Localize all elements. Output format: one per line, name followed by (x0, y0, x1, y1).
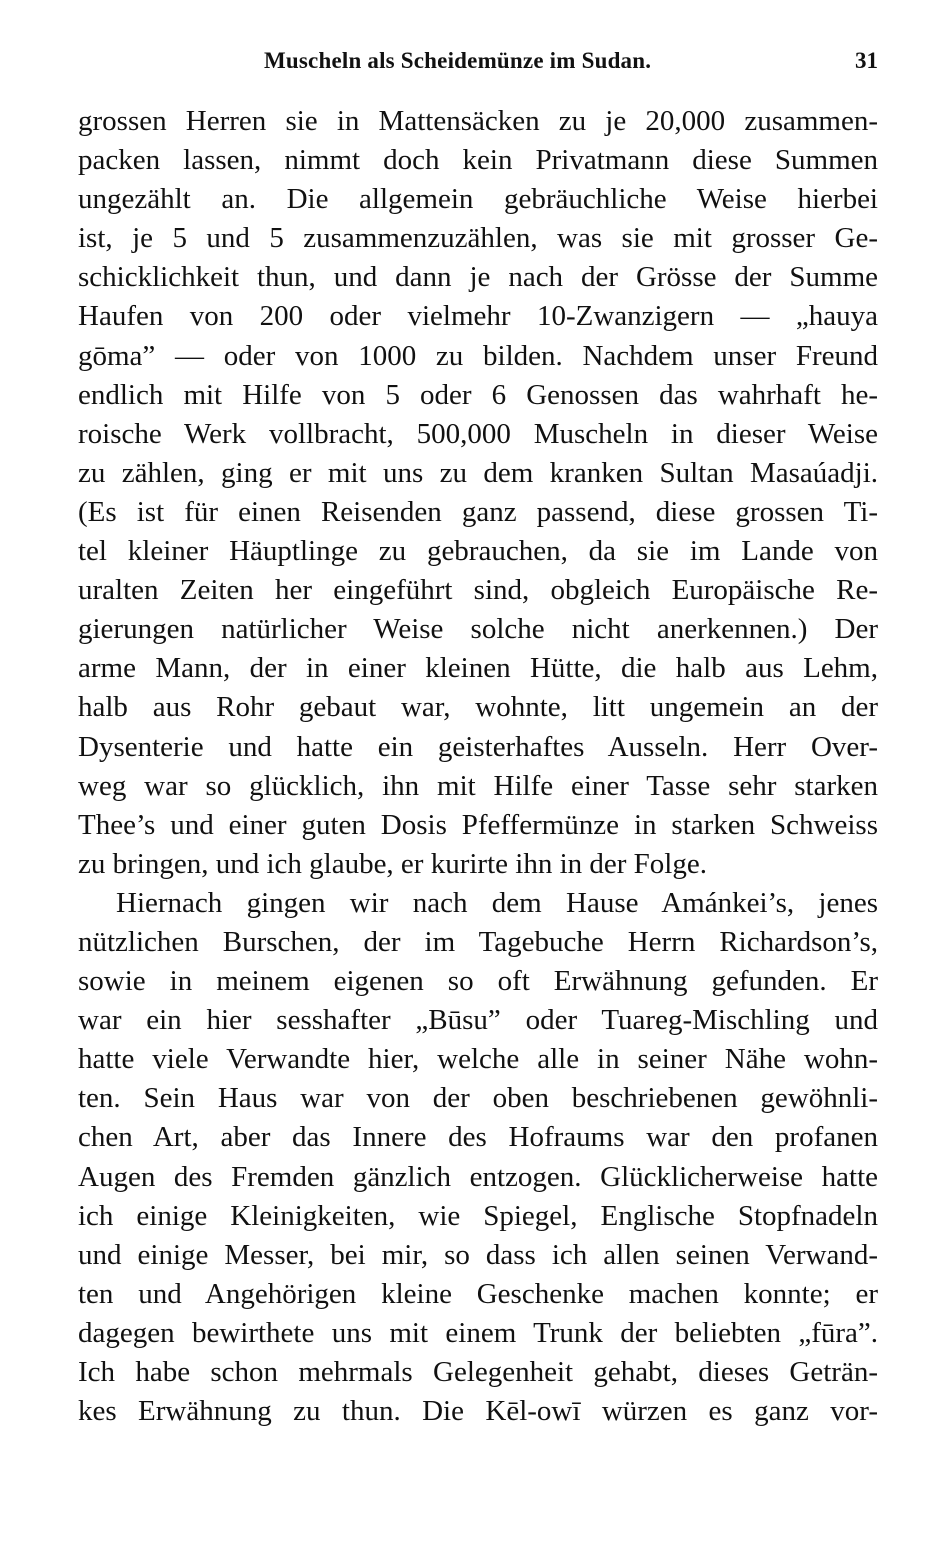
text-line: Haufen von 200 oder vielmehr 10-Zwanzigern — „hauya (78, 300, 878, 333)
text-line: Hiernach gingen wir nach dem Hause Amánkei’s, jenes (116, 886, 878, 919)
text-line: tel kleiner Häuptlinge zu gebrauchen, da sie im Lande von (78, 535, 878, 568)
text-line: zu bringen, und ich glaube, er kurirte ihn in der Folge. (78, 847, 707, 880)
text-line: Dysenterie und hatte ein geisterhaftes Ausseln. Herr Over- (78, 730, 878, 763)
text-line: ist, je 5 und 5 zusammenzuzählen, was sie mit grosser Ge- (78, 222, 878, 255)
text-line: packen lassen, nimmt doch kein Privatmann diese Summen (78, 144, 878, 177)
text-line: weg war so glücklich, ihn mit Hilfe einer Tasse sehr starken (78, 769, 878, 802)
text-line: nützlichen Burschen, der im Tagebuche Herrn Richardson’s, (78, 925, 878, 958)
page-number: 31 (855, 48, 878, 73)
text-line: ungezählt an. Die allgemein gebräuchliche Weise hierbei (78, 183, 878, 216)
text-line: uralten Zeiten her eingeführt sind, obgleich Europäische Re- (78, 574, 878, 607)
text-line: zu zählen, ging er mit uns zu dem kranken Sultan Masaúadji. (78, 456, 878, 489)
text-line: und einige Messer, bei mir, so dass ich allen seinen Verwand- (78, 1238, 878, 1271)
text-line: ich einige Kleinigkeiten, wie Spiegel, Englische Stopfnadeln (78, 1199, 878, 1232)
text-line: arme Mann, der in einer kleinen Hütte, die halb aus Lehm, (78, 652, 878, 685)
text-line: hatte viele Verwandte hier, welche alle in seiner Nähe wohn- (78, 1043, 878, 1076)
text-line: dagegen bewirthete uns mit einem Trunk der beliebten „fūra”. (78, 1316, 878, 1349)
text-line: schicklichkeit thun, und dann je nach der Grösse der Summe (78, 261, 878, 294)
text-line: sowie in meinem eigenen so oft Erwähnung gefunden. Er (78, 965, 878, 998)
text-line: gierungen natürlicher Weise solche nicht anerkennen.) Der (78, 613, 878, 646)
text-line: chen Art, aber das Innere des Hofraums war den profanen (78, 1121, 878, 1154)
body-text (78, 102, 878, 1431)
text-line: Augen des Fremden gänzlich entzogen. Glücklicherweise hatte (78, 1160, 878, 1193)
running-head (78, 48, 878, 78)
text-line: gōma” — oder von 1000 zu bilden. Nachdem unser Freund (78, 339, 878, 372)
text-line: Thee’s und einer guten Dosis Pfeffermünze in starken Schweiss (78, 808, 878, 841)
running-title: Muscheln als Scheidemünze im Sudan. (264, 48, 652, 73)
text-line: kes Erwähnung zu thun. Die Kēl-owī würzen es ganz vor- (78, 1395, 878, 1428)
text-line: grossen Herren sie in Mattensäcken zu je 20,000 zusammen- (78, 105, 878, 137)
text-line: ten und Angehörigen kleine Geschenke machen konnte; er (78, 1277, 878, 1310)
text-line: halb aus Rohr gebaut war, wohnte, litt ungemein an der (78, 691, 878, 724)
text-line: war ein hier sesshafter „Būsu” oder Tuareg-Mischling und (78, 1004, 878, 1037)
text-line: ten. Sein Haus war von der oben beschriebenen gewöhnli- (78, 1082, 878, 1115)
text-line: roische Werk vollbracht, 500,000 Muscheln in dieser Weise (78, 417, 878, 450)
text-line: Ich habe schon mehrmals Gelegenheit gehabt, dieses Geträn- (78, 1356, 878, 1388)
text-line: (Es ist für einen Reisenden ganz passend, diese grossen Ti- (78, 495, 878, 528)
text-line: endlich mit Hilfe von 5 oder 6 Genossen das wahrhaft he- (78, 378, 878, 411)
